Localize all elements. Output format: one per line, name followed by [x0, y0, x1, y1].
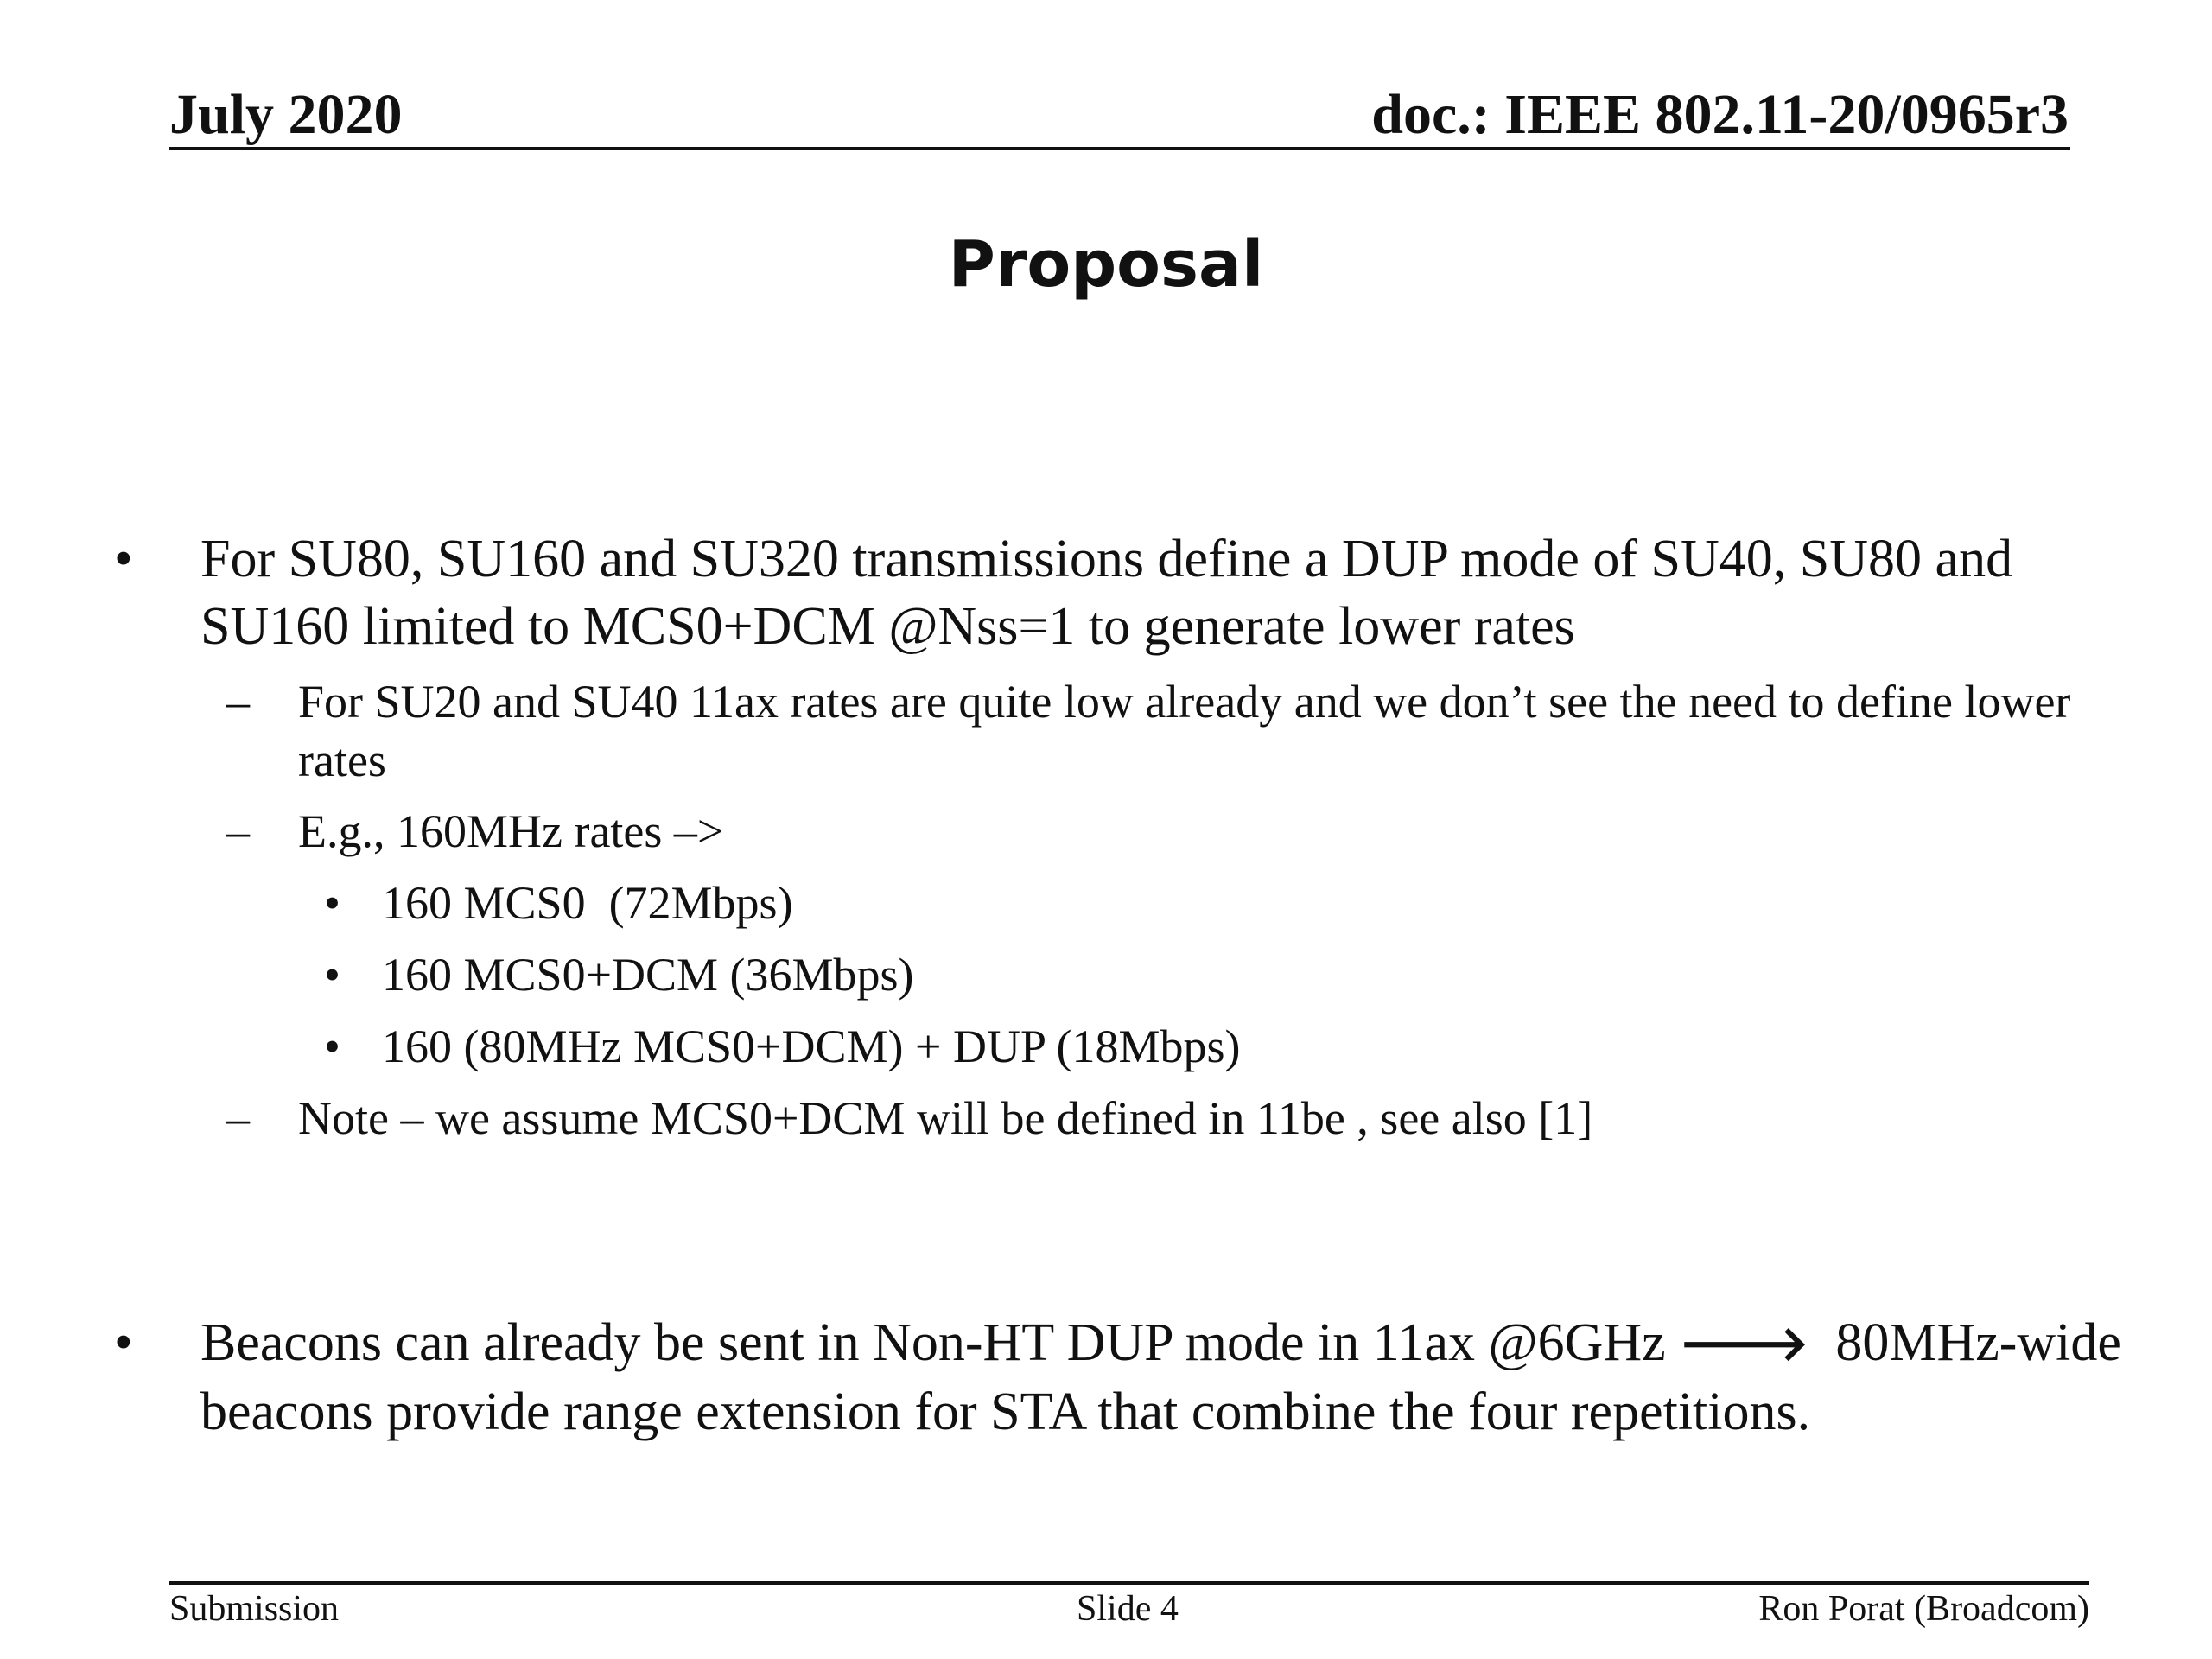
sub-bullet-marker: – [226, 676, 250, 728]
rate-item-marker: • [324, 1020, 340, 1072]
rate-item-marker: • [324, 949, 340, 1001]
header-date: July 2020 [169, 83, 403, 146]
footer-slide-number: Slide 4 [1077, 1589, 1179, 1629]
bullet-marker: • [114, 530, 133, 588]
rate-item-marker: • [324, 877, 340, 929]
sub-bullet-text: Note – we assume MCS0+DCM will be defined in 11be , see also [1] [298, 1092, 1593, 1144]
sub-bullet-text: E.g., 160MHz rates –> [298, 805, 724, 857]
bullet-marker: • [114, 1313, 133, 1372]
header-doc-id: doc.: IEEE 802.11-20/0965r3 [1371, 83, 2069, 146]
rate-item-text: 160 (80MHz MCS0+DCM) + DUP (18Mbps) [382, 1020, 1241, 1072]
bullet-text: For SU80, SU160 and SU320 transmissions define a DUP mode of SU40, SU80 and SU160 limited to MCS0+DCM @Nss=1 to generate lower rates [200, 530, 2026, 656]
sub-bullet-text: For SU20 and SU40 11ax rates are quite low already and we don’t see the need to define lower rates [298, 676, 2082, 786]
footer-submission: Submission [169, 1589, 340, 1629]
sub-bullet-marker: – [226, 805, 250, 857]
bullet-text-after: 80MHz-wide beacons provide range extension for STA that combine the four repetitions. [200, 1313, 2135, 1441]
header-rule [169, 147, 2070, 150]
rate-item-text: 160 MCS0+DCM (36Mbps) [382, 949, 914, 1001]
slide-header [169, 79, 2069, 150]
slide-title: Proposal [948, 227, 1264, 302]
bullet-text-before: Beacons can already be sent in Non-HT DUP mode in 11ax @6GHz [200, 1313, 1680, 1372]
right-arrow-icon: 🡒 [1679, 1316, 1809, 1372]
sub-bullet-marker: – [226, 1092, 250, 1144]
footer-author: Ron Porat (Broadcom) [1758, 1589, 2089, 1629]
bullet-text [200, 1309, 2136, 1446]
rate-item-text: 160 MCS0 (72Mbps) [382, 877, 793, 929]
